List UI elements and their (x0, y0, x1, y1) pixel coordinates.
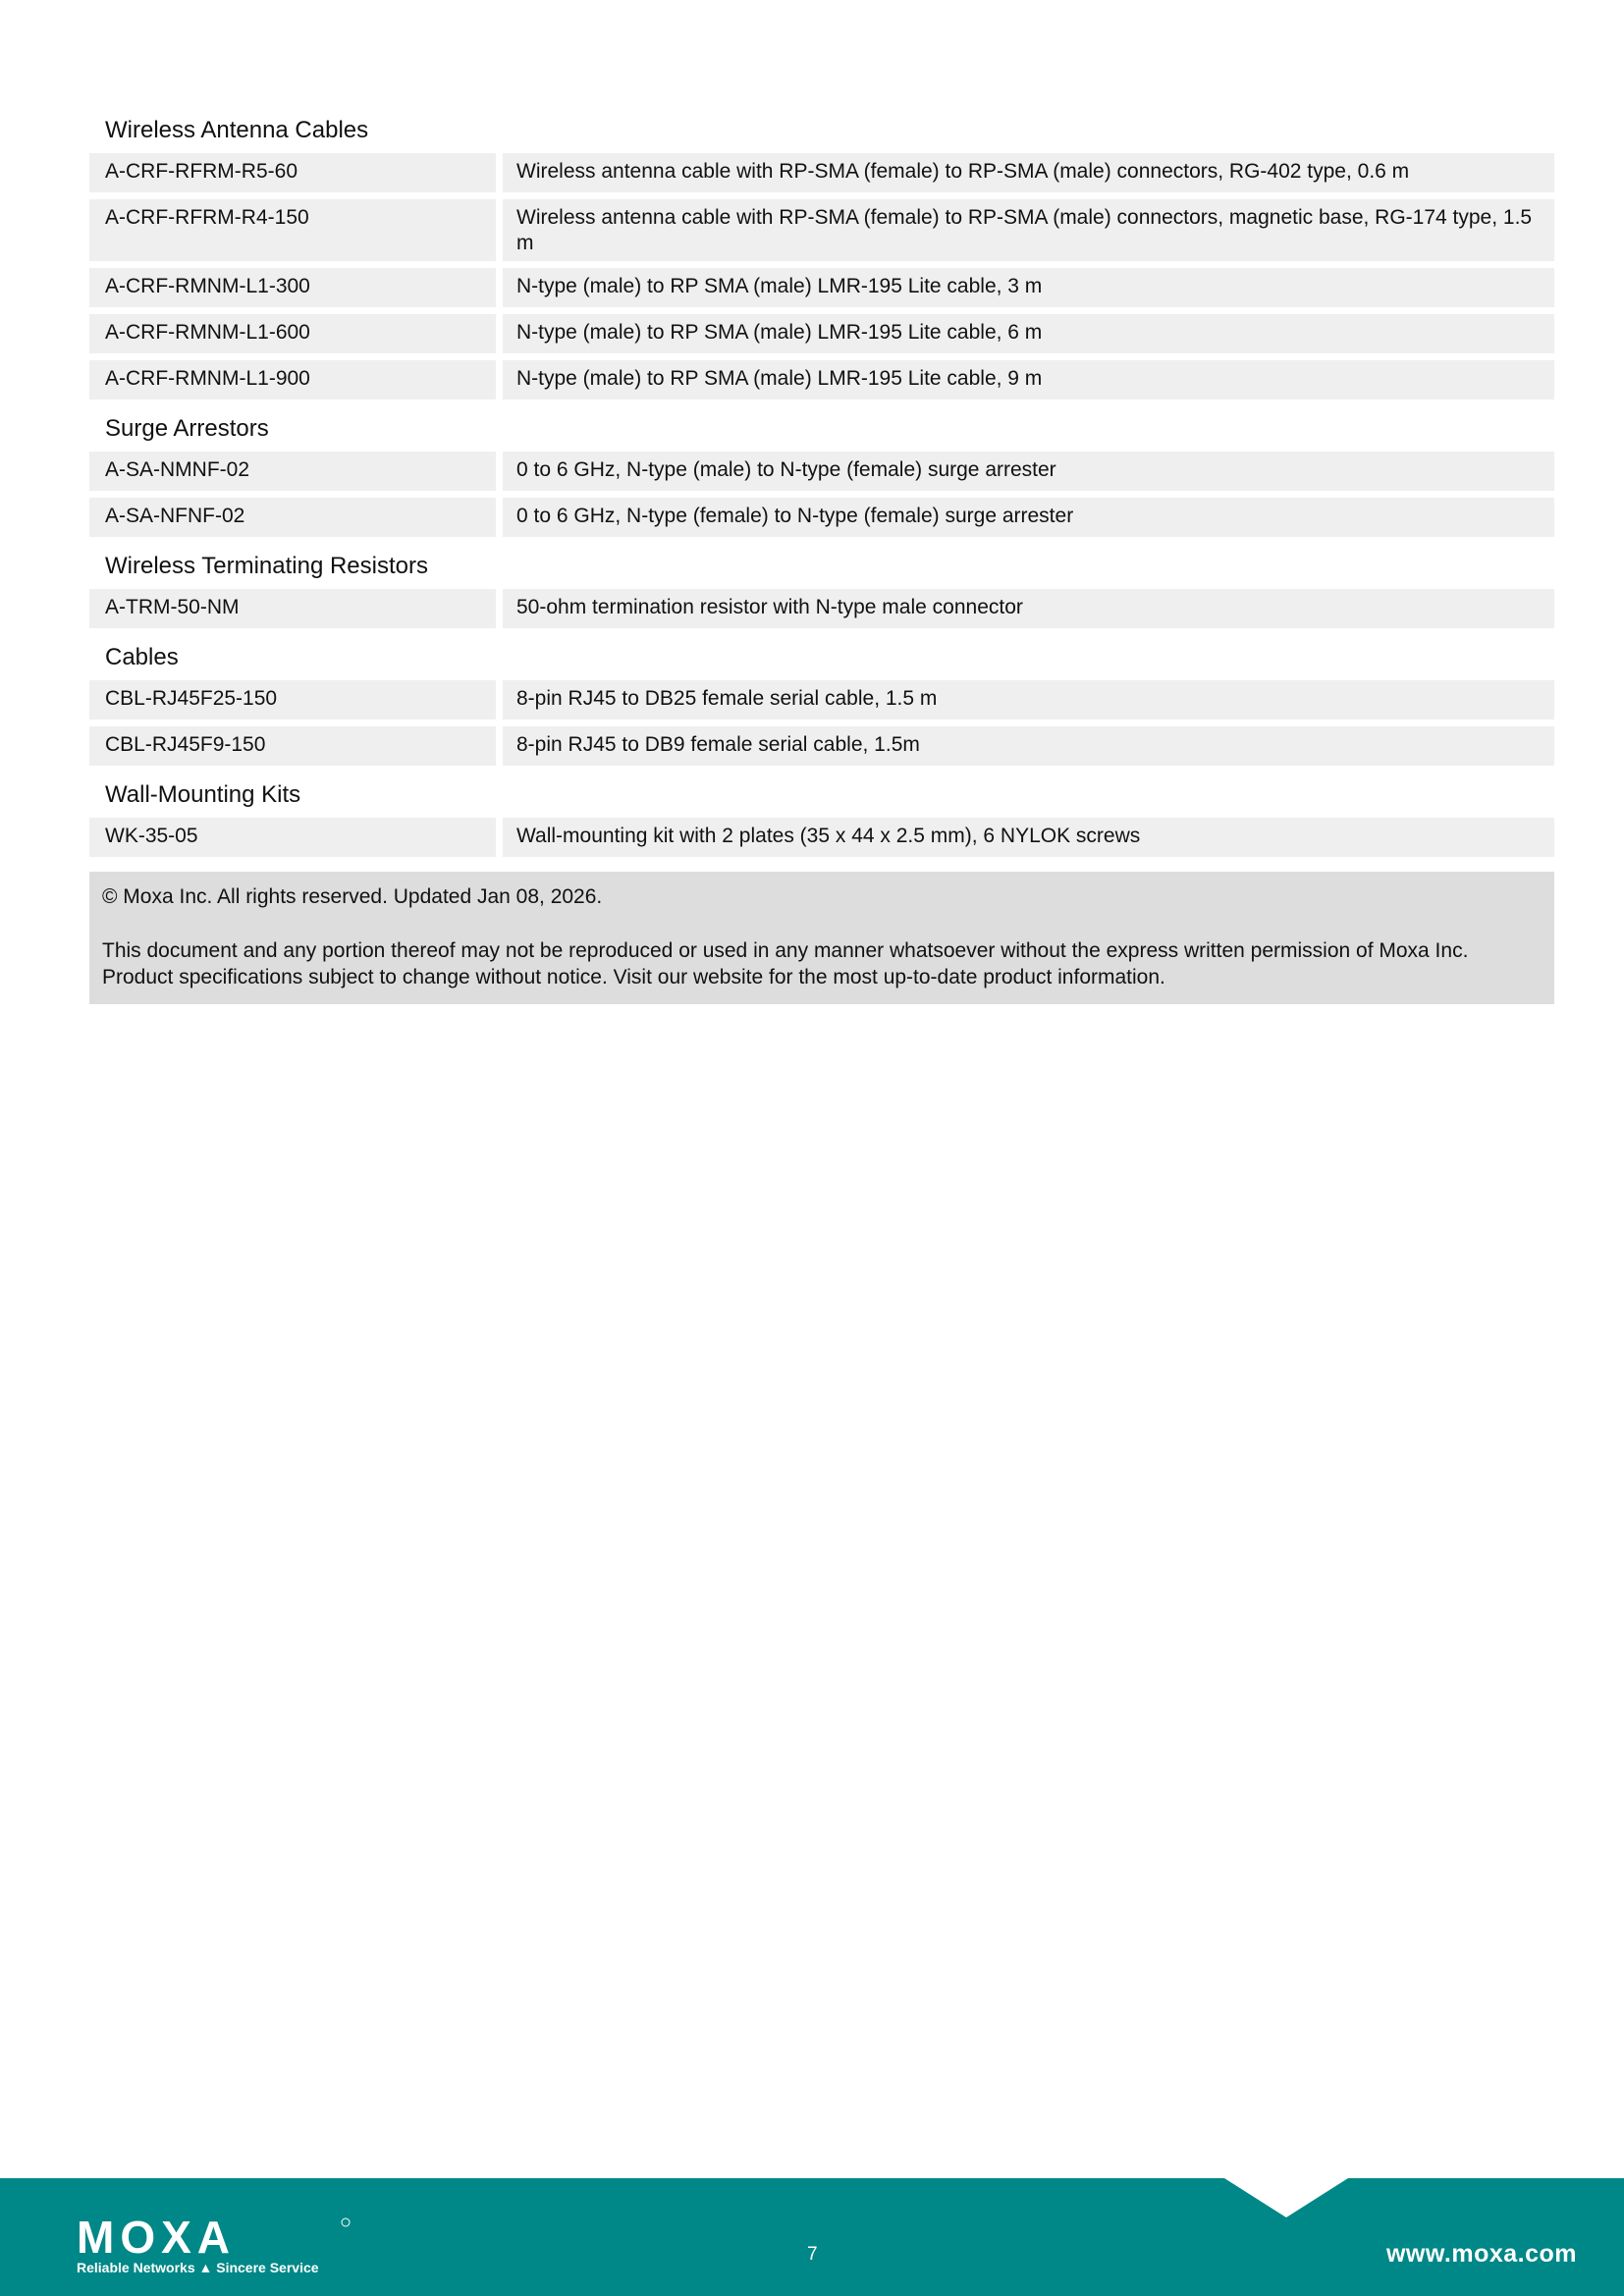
description-cell: N-type (male) to RP SMA (male) LMR-195 Lite cable, 3 m (503, 268, 1554, 307)
description-cell: Wireless antenna cable with RP-SMA (female) to RP-SMA (male) connectors, magnetic base, RG-174 type, 1.5 m (503, 199, 1554, 261)
disclaimer-text: This document and any portion thereof may not be reproduced or used in any manner whatsoever without the express written permission of Moxa Inc. Product specifications subject to change without notice. Visit our website for the most up-to-date product information. (102, 939, 1469, 988)
table-row (89, 680, 1554, 720)
section-title: Cables (105, 644, 179, 670)
model-cell: A-CRF-RFRM-R5-60 (89, 153, 496, 192)
section-wireless-terminating-resistors (89, 552, 1554, 628)
table-row (89, 199, 1554, 261)
table-row (89, 360, 1554, 400)
model-cell: A-CRF-RMNM-L1-900 (89, 360, 496, 400)
section-cables (89, 643, 1554, 766)
description-cell: N-type (male) to RP SMA (male) LMR-195 Lite cable, 6 m (503, 314, 1554, 353)
model-cell: A-CRF-RMNM-L1-600 (89, 314, 496, 353)
description-cell: 0 to 6 GHz, N-type (female) to N-type (female) surge arrester (503, 498, 1554, 537)
section-wireless-antenna-cables (89, 116, 1554, 400)
logo-tagline: Reliable Networks ▲ Sincere Service (77, 2260, 319, 2275)
model-cell: A-SA-NMNF-02 (89, 452, 496, 491)
model-cell: WK-35-05 (89, 818, 496, 857)
footer-notch-decoration (1224, 2178, 1348, 2217)
section-surge-arrestors (89, 414, 1554, 537)
model-cell: CBL-RJ45F25-150 (89, 680, 496, 720)
description-cell: 8-pin RJ45 to DB25 female serial cable, 1.5 m (503, 680, 1554, 720)
table-row (89, 153, 1554, 192)
section-title: Wall-Mounting Kits (105, 781, 301, 808)
description-cell: Wall-mounting kit with 2 plates (35 x 44 x 2.5 mm), 6 NYLOK screws (503, 818, 1554, 857)
copyright-notice (89, 872, 1554, 1004)
table-row (89, 589, 1554, 628)
table-row (89, 452, 1554, 491)
copyright-text: © Moxa Inc. All rights reserved. Updated Jan 08, 2026. (102, 885, 603, 908)
description-cell: 8-pin RJ45 to DB9 female serial cable, 1.5m (503, 726, 1554, 766)
section-title: Wireless Antenna Cables (105, 117, 369, 143)
page-footer (0, 2178, 1624, 2296)
logo-wordmark: MOXA (77, 2216, 236, 2263)
model-cell: A-TRM-50-NM (89, 589, 496, 628)
section-title: Wireless Terminating Resistors (105, 553, 428, 579)
model-cell: CBL-RJ45F9-150 (89, 726, 496, 766)
table-row (89, 818, 1554, 857)
description-cell: 50-ohm termination resistor with N-type male connector (503, 589, 1554, 628)
accessories-content (89, 116, 1554, 1004)
website-link[interactable]: www.moxa.com (1385, 2240, 1577, 2268)
moxa-logo (77, 2216, 352, 2276)
section-title: Surge Arrestors (105, 415, 269, 442)
table-row (89, 498, 1554, 537)
table-row (89, 726, 1554, 766)
model-cell: A-SA-NFNF-02 (89, 498, 496, 537)
table-row (89, 268, 1554, 307)
model-cell: A-CRF-RFRM-R4-150 (89, 199, 496, 261)
table-row (89, 314, 1554, 353)
model-cell: A-CRF-RMNM-L1-300 (89, 268, 496, 307)
description-cell: 0 to 6 GHz, N-type (male) to N-type (female) surge arrester (503, 452, 1554, 491)
page-number: 7 (807, 2244, 818, 2265)
section-wall-mounting-kits (89, 780, 1554, 857)
description-cell: N-type (male) to RP SMA (male) LMR-195 Lite cable, 9 m (503, 360, 1554, 400)
description-cell: Wireless antenna cable with RP-SMA (female) to RP-SMA (male) connectors, RG-402 type, 0.6 m (503, 153, 1554, 192)
